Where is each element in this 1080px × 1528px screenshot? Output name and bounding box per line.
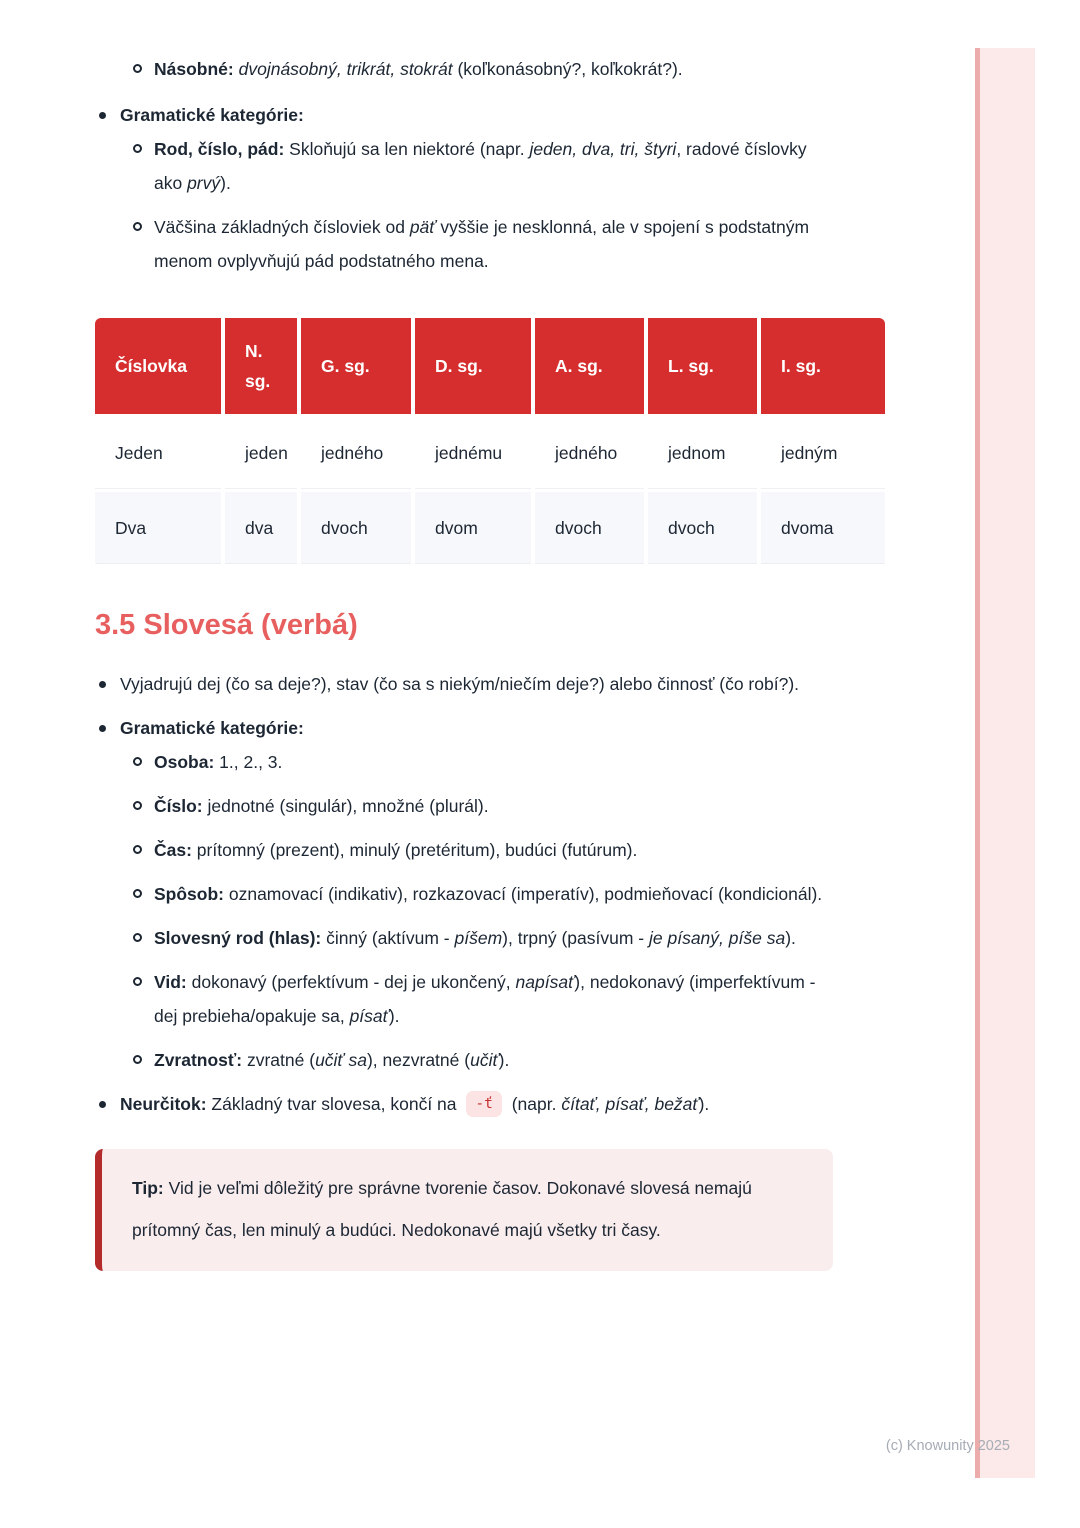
table-cell: Dva bbox=[95, 492, 225, 567]
tip-text: Tip: Vid je veľmi dôležitý pre správne tvorenie časov. Dokonavé slovesá nemajú prítomný čas, len minulý a budúci. Nedokonavé majú všetky tri časy. bbox=[132, 1178, 752, 1240]
table-cell: jedného bbox=[301, 417, 415, 492]
solid-bullet-icon bbox=[99, 1101, 106, 1108]
list-item-text: Gramatické kategórie: bbox=[120, 718, 304, 738]
list-item-text: Zvratnosť: zvratné (učiť sa), nezvratné (učiť). bbox=[154, 1050, 510, 1070]
table-cell: dvoch bbox=[648, 492, 761, 567]
hollow-bullet-icon bbox=[133, 933, 142, 942]
right-margin-band bbox=[975, 48, 1035, 1478]
table-row bbox=[95, 417, 885, 492]
table-cell: jednému bbox=[415, 417, 535, 492]
table-cell: dvoch bbox=[535, 492, 648, 567]
table-cell: jednom bbox=[648, 417, 761, 492]
tip-callout bbox=[95, 1149, 833, 1271]
table-cell: jedným bbox=[761, 417, 885, 492]
table-cell: dva bbox=[225, 492, 301, 567]
list-item bbox=[95, 877, 835, 911]
hollow-bullet-icon bbox=[133, 64, 142, 73]
table-cell: dvoch bbox=[301, 492, 415, 567]
list-item-text: Neurčitok: Základný tvar slovesa, končí na -ť (napr. čítať, písať, bežať). bbox=[120, 1087, 835, 1121]
list-item-text: Slovesný rod (hlas): činný (aktívum - píšem), trpný (pasívum - je písaný, píše sa). bbox=[154, 928, 796, 948]
table-header-cell: N. sg. bbox=[225, 318, 301, 417]
footer-copyright: (c) Knowunity 2025 bbox=[885, 1438, 1010, 1454]
hollow-bullet-icon bbox=[133, 1055, 142, 1064]
list-item bbox=[95, 132, 835, 200]
table-header-row bbox=[95, 318, 885, 417]
table-cell: dvoma bbox=[761, 492, 885, 567]
list-item-text: Číslo: jednotné (singulár), množné (plurál). bbox=[154, 796, 489, 816]
hollow-bullet-icon bbox=[133, 144, 142, 153]
list-item bbox=[95, 667, 835, 701]
list-item bbox=[95, 52, 835, 86]
list-item bbox=[95, 745, 835, 779]
declension-table bbox=[95, 318, 885, 567]
table-cell: Jeden bbox=[95, 417, 225, 492]
table-header-cell: Číslovka bbox=[95, 318, 225, 417]
list-item-text: Gramatické kategórie: bbox=[120, 105, 304, 125]
list-item-text: Vid: dokonavý (perfektívum - dej je ukončený, napísať), nedokonavý (imperfektívum - dej prebieha/opakuje sa, písať). bbox=[154, 972, 816, 1026]
hollow-bullet-icon bbox=[133, 845, 142, 854]
table-cell: dvom bbox=[415, 492, 535, 567]
list-item-text: Čas: prítomný (prezent), minulý (pretéritum), budúci (futúrum). bbox=[154, 840, 638, 860]
document-content bbox=[95, 52, 838, 1271]
numerals-section bbox=[95, 52, 835, 278]
table-header-cell: L. sg. bbox=[648, 318, 761, 417]
list-item bbox=[95, 711, 835, 745]
list-item bbox=[95, 965, 835, 1033]
verbs-section bbox=[95, 667, 835, 1121]
list-item bbox=[95, 1087, 835, 1121]
hollow-bullet-icon bbox=[133, 977, 142, 986]
table-header-cell: D. sg. bbox=[415, 318, 535, 417]
table-cell: jeden bbox=[225, 417, 301, 492]
list-item-text: Väčšina základných čísloviek od päť vyššie je nesklonná, ale v spojení s podstatným menom ovplyvňujú pád podstatného mena. bbox=[154, 217, 810, 271]
list-item-text: Vyjadrujú dej (čo sa deje?), stav (čo sa s niekým/niečím deje?) alebo činnosť (čo robí?). bbox=[120, 674, 800, 694]
hollow-bullet-icon bbox=[133, 889, 142, 898]
list-item bbox=[95, 789, 835, 823]
table-header-cell: G. sg. bbox=[301, 318, 415, 417]
list-item-text: Osoba: 1., 2., 3. bbox=[154, 752, 283, 772]
solid-bullet-icon bbox=[99, 681, 106, 688]
solid-bullet-icon bbox=[99, 725, 106, 732]
hollow-bullet-icon bbox=[133, 757, 142, 766]
list-item bbox=[95, 833, 835, 867]
section-heading: 3.5 Slovesá (verbá) bbox=[95, 609, 358, 641]
list-item-text: Spôsob: oznamovací (indikativ), rozkazovací (imperatív), podmieňovací (kondicionál). bbox=[154, 884, 823, 904]
list-item-text: Násobné: dvojnásobný, trikrát, stokrát (koľkonásobný?, koľkokrát?). bbox=[154, 59, 683, 79]
solid-bullet-icon bbox=[99, 112, 106, 119]
table-header-cell: A. sg. bbox=[535, 318, 648, 417]
table-cell: jedného bbox=[535, 417, 648, 492]
hollow-bullet-icon bbox=[133, 801, 142, 810]
table-header-cell: I. sg. bbox=[761, 318, 885, 417]
table-row bbox=[95, 492, 885, 567]
hollow-bullet-icon bbox=[133, 222, 142, 231]
list-item bbox=[95, 1043, 835, 1077]
list-item-text: Rod, číslo, pád: Skloňujú sa len niektoré (napr. jeden, dva, tri, štyri, radové číslovky ako prvý). bbox=[154, 139, 807, 193]
list-item bbox=[95, 210, 835, 278]
list-item bbox=[95, 921, 835, 955]
list-item bbox=[95, 98, 835, 132]
